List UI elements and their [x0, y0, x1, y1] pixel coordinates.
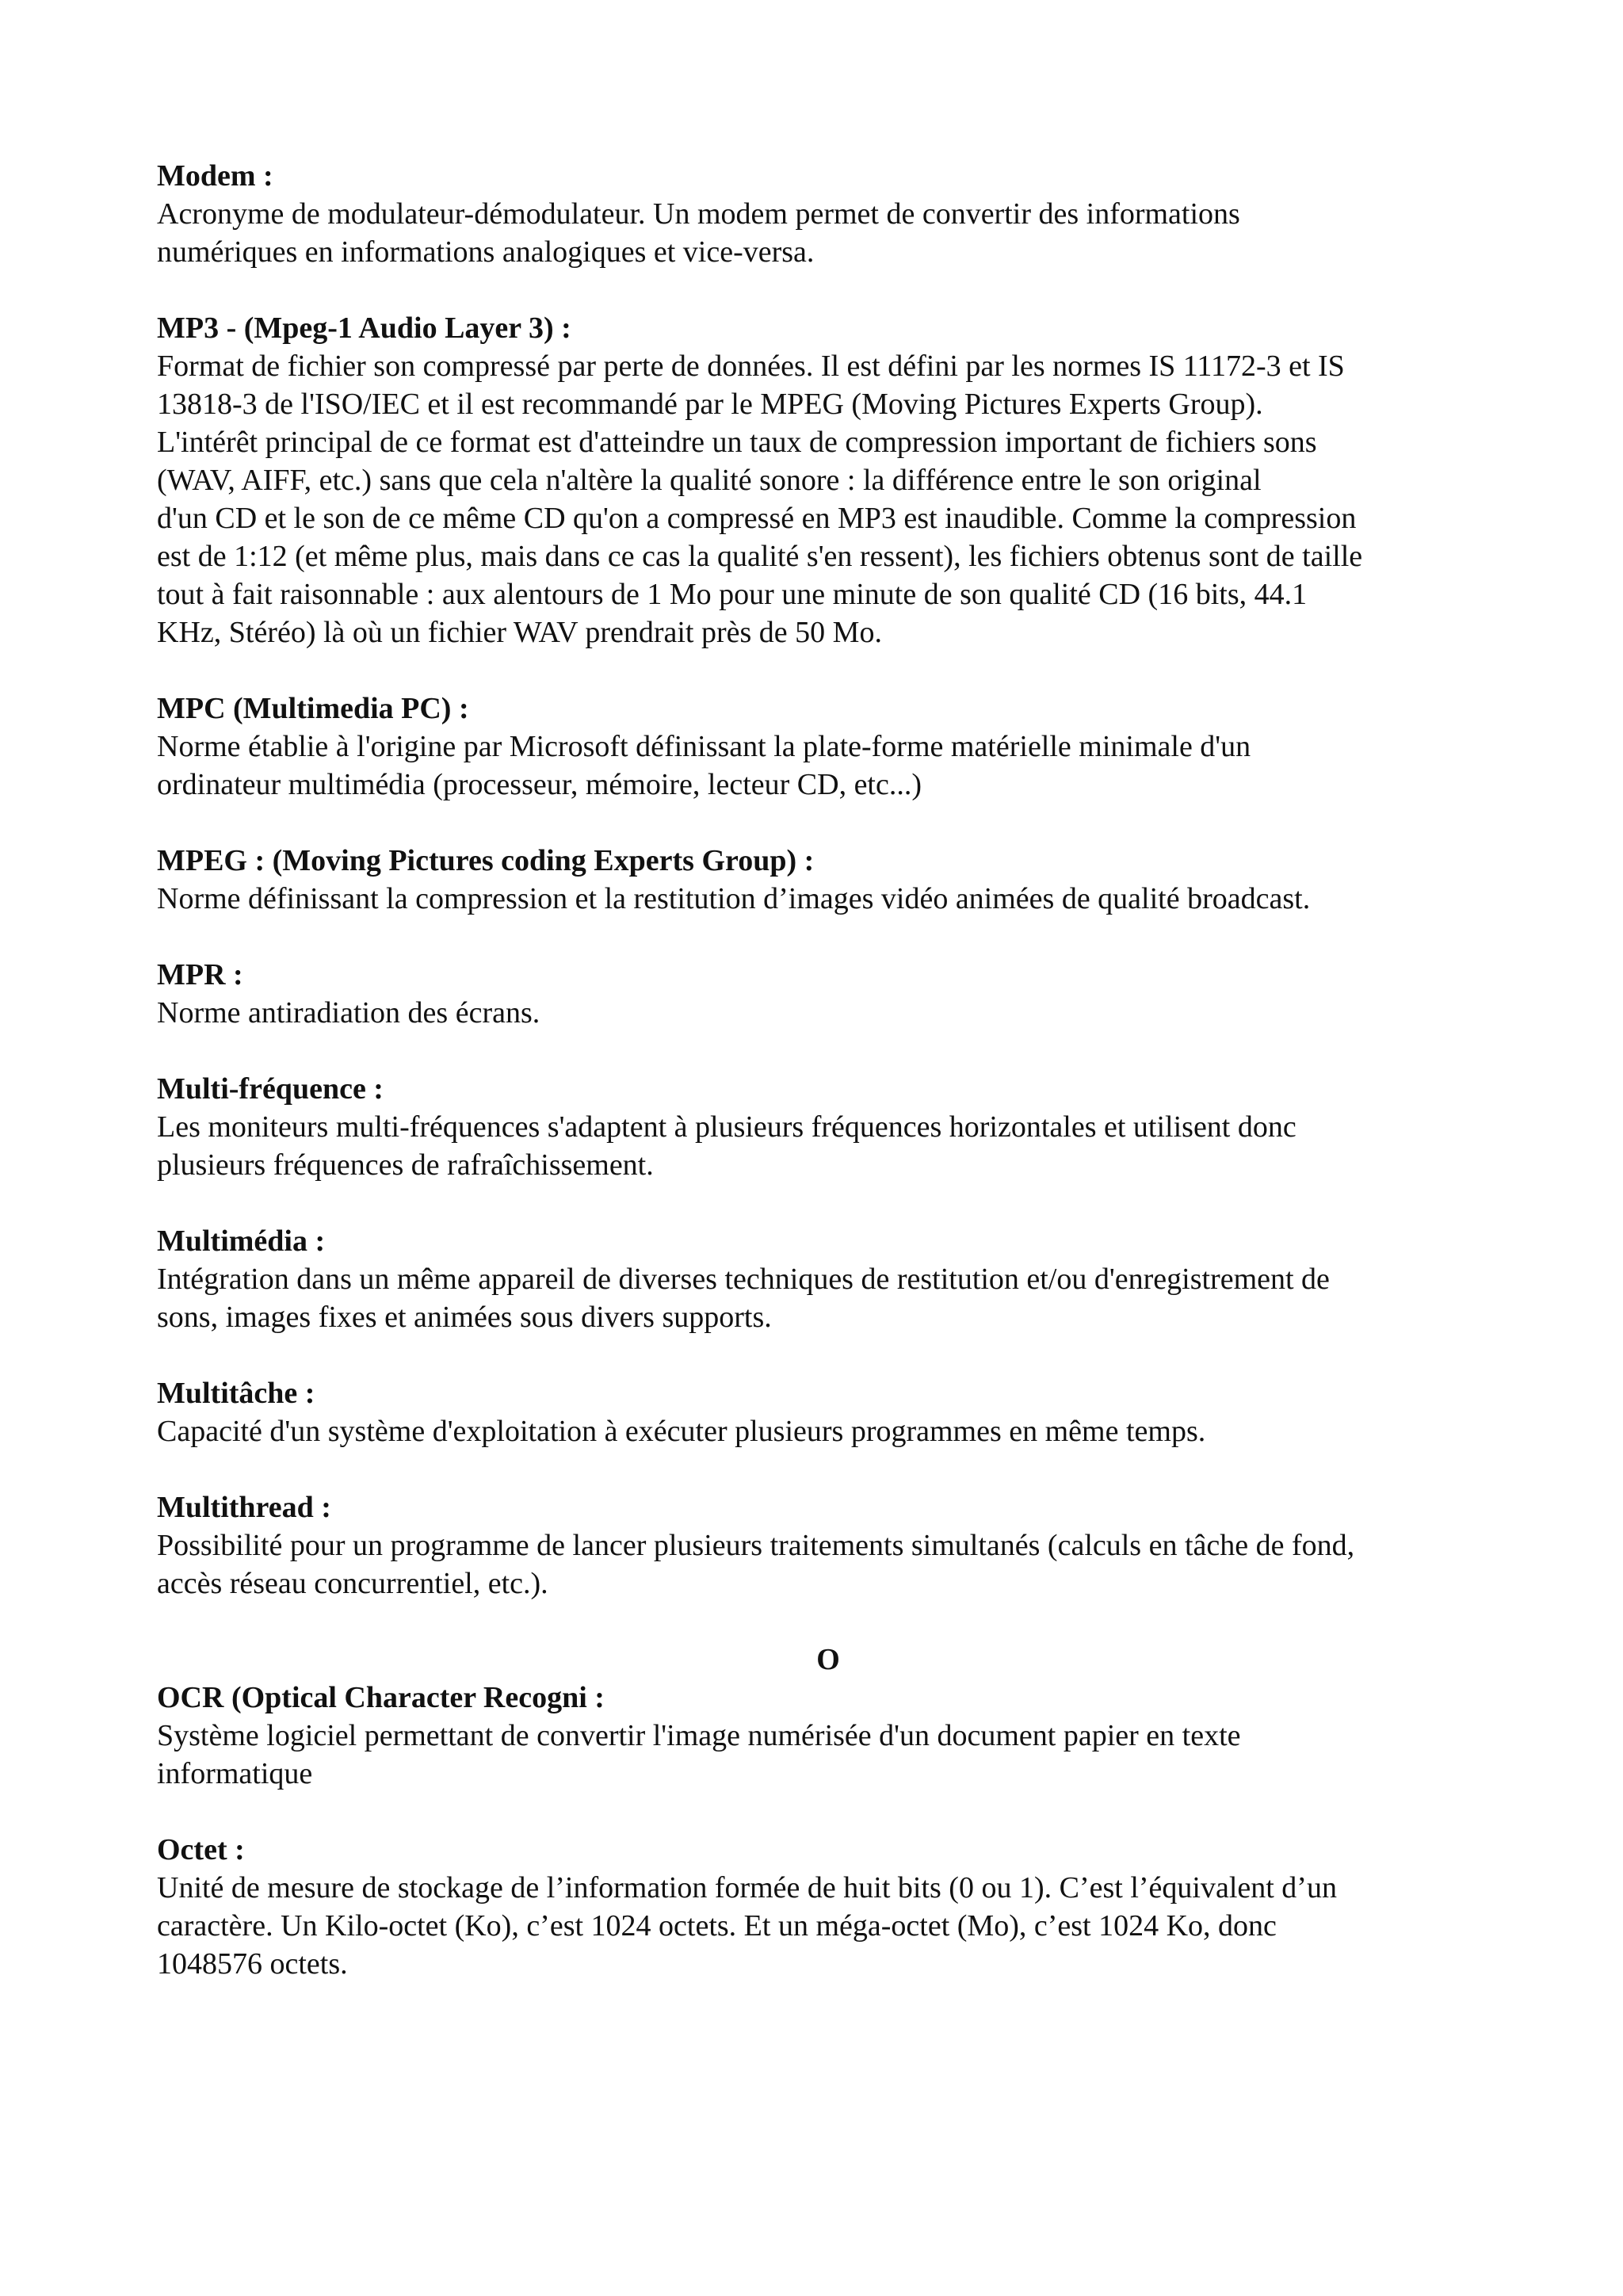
section-letter-heading: O — [816, 1643, 840, 1676]
entry-term: Multimédia : — [157, 1224, 326, 1258]
entry-definition-line: informatique — [157, 1757, 313, 1790]
glossary-entry-mpr — [157, 956, 1496, 1032]
glossary-entry-multithread — [157, 1488, 1496, 1603]
entry-definition-line: Format de fichier son compressé par perte de données. Il est défini par les normes IS 11172-3 et IS — [157, 350, 1345, 383]
entry-definition-line: Unité de mesure de stockage de l’information formée de huit bits (0 ou 1). C’est l’équivalent d’un — [157, 1871, 1337, 1904]
entry-term: MPC (Multimedia PC) : — [157, 692, 469, 725]
entry-definition-line: 13818-3 de l'ISO/IEC et il est recommandé par le MPEG (Moving Pictures Experts Group). — [157, 388, 1263, 421]
entry-definition-line: est de 1:12 (et même plus, mais dans ce cas la qualité s'en ressent), les fichiers obtenus sont de taille — [157, 540, 1363, 573]
entry-definition-line: ordinateur multimédia (processeur, mémoire, lecteur CD, etc...) — [157, 768, 922, 801]
entry-definition-line: plusieurs fréquences de rafraîchissement. — [157, 1148, 654, 1182]
entry-definition-line: Système logiciel permettant de convertir l'image numérisée d'un document papier en texte — [157, 1719, 1241, 1752]
entry-term: MP3 - (Mpeg-1 Audio Layer 3) : — [157, 311, 571, 345]
entry-definition-line: Capacité d'un système d'exploitation à exécuter plusieurs programmes en même temps. — [157, 1415, 1206, 1448]
entry-definition-line: accès réseau concurrentiel, etc.). — [157, 1567, 548, 1600]
entry-definition-line: Acronyme de modulateur-démodulateur. Un modem permet de convertir des informations — [157, 197, 1240, 231]
entry-definition-line: L'intérêt principal de ce format est d'atteindre un taux de compression important de fichiers sons — [157, 426, 1317, 459]
entry-definition-line: Norme définissant la compression et la restitution d’images vidéo animées de qualité broadcast. — [157, 882, 1311, 915]
entry-definition-line: numériques en informations analogiques et vice-versa. — [157, 235, 815, 269]
entry-definition-line: 1048576 octets. — [157, 1947, 348, 1981]
glossary-entry-mp3 — [157, 309, 1496, 651]
glossary-entry-ocr — [157, 1679, 1496, 1793]
glossary-entry-multitache — [157, 1374, 1496, 1450]
glossary-entry-modem — [157, 157, 1496, 271]
entry-term: Multi-fréquence : — [157, 1072, 384, 1106]
glossary-content — [157, 157, 1496, 2021]
glossary-entry-multi-frequence — [157, 1070, 1496, 1184]
entry-definition-line: (WAV, AIFF, etc.) sans que cela n'altère la qualité sonore : la différence entre le son original — [157, 464, 1262, 497]
entry-definition-line: KHz, Stéréo) là où un fichier WAV prendrait près de 50 Mo. — [157, 616, 882, 649]
entry-term: Modem : — [157, 159, 273, 193]
entry-term: Multithread : — [157, 1491, 331, 1524]
entry-definition-line: Les moniteurs multi-fréquences s'adaptent à plusieurs fréquences horizontales et utilisent donc — [157, 1110, 1296, 1144]
entry-term: MPEG : (Moving Pictures coding Experts Group) : — [157, 844, 815, 877]
entry-definition-line: Norme antiradiation des écrans. — [157, 996, 540, 1030]
glossary-entry-mpeg — [157, 842, 1496, 918]
entry-definition-line: Norme établie à l'origine par Microsoft définissant la plate-forme matérielle minimale d'un — [157, 730, 1251, 763]
entry-term: MPR : — [157, 958, 243, 991]
entry-definition-line: d'un CD et le son de ce même CD qu'on a compressé en MP3 est inaudible. Comme la compression — [157, 502, 1357, 535]
entry-definition-line: Possibilité pour un programme de lancer plusieurs traitements simultanés (calculs en tâche de fond, — [157, 1529, 1355, 1562]
entry-definition-line: Intégration dans un même appareil de diverses techniques de restitution et/ou d'enregistrement de — [157, 1263, 1330, 1296]
entry-term: Octet : — [157, 1833, 245, 1866]
entry-definition-line: caractère. Un Kilo-octet (Ko), c’est 1024 octets. Et un méga-octet (Mo), c’est 1024 Ko, donc — [157, 1909, 1277, 1943]
entry-definition-line: sons, images fixes et animées sous divers supports. — [157, 1301, 772, 1334]
glossary-entry-mpc — [157, 690, 1496, 804]
glossary-entry-multimedia — [157, 1222, 1496, 1336]
glossary-entry-octet — [157, 1831, 1496, 1983]
entry-term: Multitâche : — [157, 1377, 315, 1410]
entry-definition-line: tout à fait raisonnable : aux alentours de 1 Mo pour une minute de son qualité CD (16 bits, 44.1 — [157, 578, 1308, 611]
entry-term: OCR (Optical Character Recogni : — [157, 1681, 605, 1714]
